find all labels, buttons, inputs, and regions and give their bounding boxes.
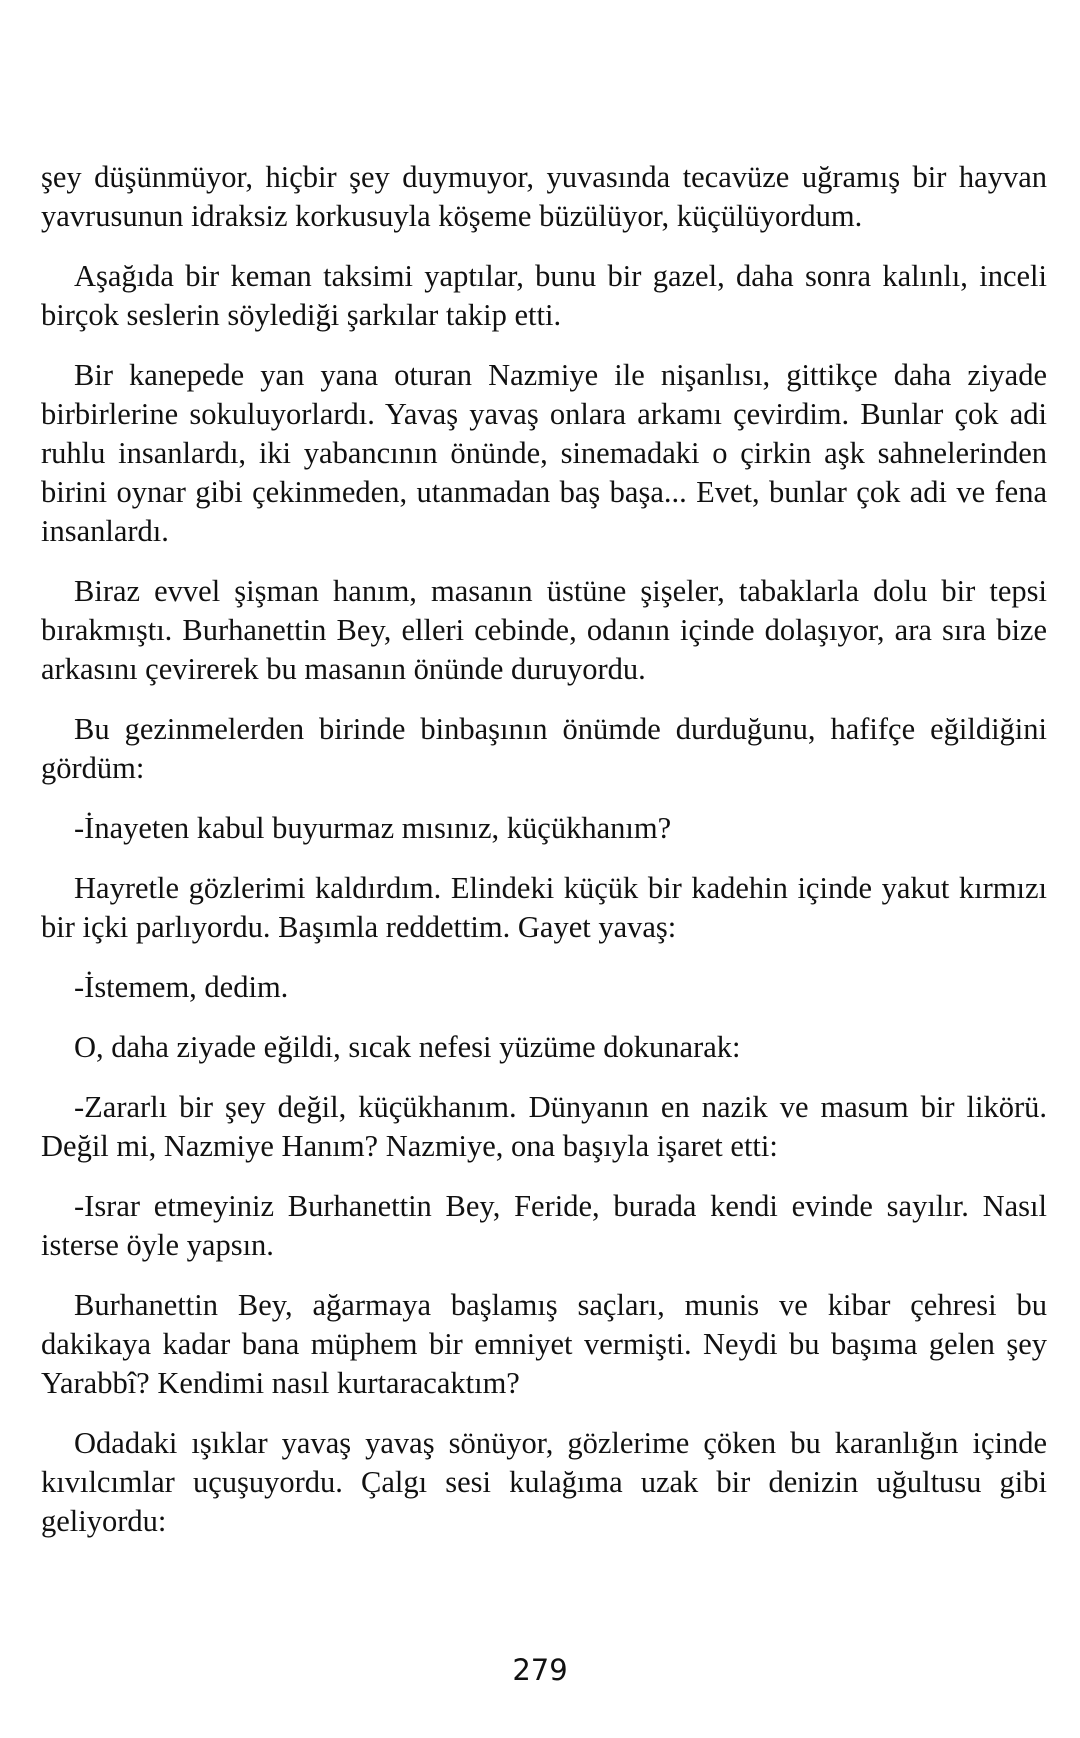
paragraph-4: Biraz evvel şişman hanım, masanın üstüne şişeler, tabaklarla dolu bir tepsi bırakmıştı. Burhanettin Bey, elleri cebinde, odanın içinde dolaşıyor, ara sıra bize arkasını çevirerek bu masanın önünde duruyordu. — [41, 574, 1047, 686]
paragraph-2: Aşağıda bir keman taksimi yaptılar, bunu bir gazel, daha sonra kalınlı, inceli birçok seslerin söylediği şarkılar takip etti. — [41, 259, 1047, 332]
dialogue-line-1: -İnayeten kabul buyurmaz mısınız, küçükhanım? — [74, 811, 672, 845]
dialogue-line-4: -Israr etmeyiniz Burhanettin Bey, Feride, burada kendi evinde sayılır. Nasıl isterse öyle yapsın. — [41, 1189, 1047, 1262]
paragraph-5: Bu gezinmelerden birinde binbaşının önümde durduğunu, hafifçe eğildiğini gördüm: — [41, 712, 1047, 785]
paragraph-7: O, daha ziyade eğildi, sıcak nefesi yüzüme dokunarak: — [74, 1030, 741, 1064]
paragraph-9: Odadaki ışıklar yavaş yavaş sönüyor, gözlerime çöken bu karanlığın içinde kıvılcımlar uçuşuyordu. Çalgı sesi kulağıma uzak bir denizin uğultusu gibi geliyordu: — [41, 1426, 1047, 1538]
paragraph-8: Burhanettin Bey, ağarmaya başlamış saçları, munis ve kibar çehresi bu dakikaya kadar bana müphem bir emniyet vermişti. Neydi bu başıma gelen şey Yarabbî? Kendimi nasıl kurtaracaktım? — [41, 1288, 1047, 1400]
page-number: 279 — [512, 1653, 568, 1687]
dialogue-line-3: -Zararlı bir şey değil, küçükhanım. Dünyanın en nazik ve masum bir likörü. Değil mi, Nazmiye Hanım? Nazmiye, ona başıyla işaret etti: — [41, 1090, 1047, 1163]
dialogue-line-2: -İstemem, dedim. — [74, 970, 289, 1004]
page-text-body — [41, 158, 1047, 1562]
paragraph-3: Bir kanepede yan yana oturan Nazmiye ile nişanlısı, gittikçe daha ziyade birbirlerine sokuluyorlardı. Yavaş yavaş onlara arkamı çevirdim. Bunlar çok adi ruhlu insanlardı, iki yabancının önünde, sinemadaki o çirkin aşk sahnelerinden birini oynar gibi çekinmeden, utanmadan baş başa... Evet, bunlar çok adi ve fena insanlardı. — [41, 358, 1047, 548]
paragraph-6: Hayretle gözlerimi kaldırdım. Elindeki küçük bir kadehin içinde yakut kırmızı bir içki parlıyordu. Başımla reddettim. Gayet yavaş: — [41, 871, 1047, 944]
paragraph-1: şey düşünmüyor, hiçbir şey duymuyor, yuvasında tecavüze uğramış bir hayvan yavrusunun idraksiz korkusuyla köşeme büzülüyor, küçülüyordum. — [41, 160, 1047, 233]
